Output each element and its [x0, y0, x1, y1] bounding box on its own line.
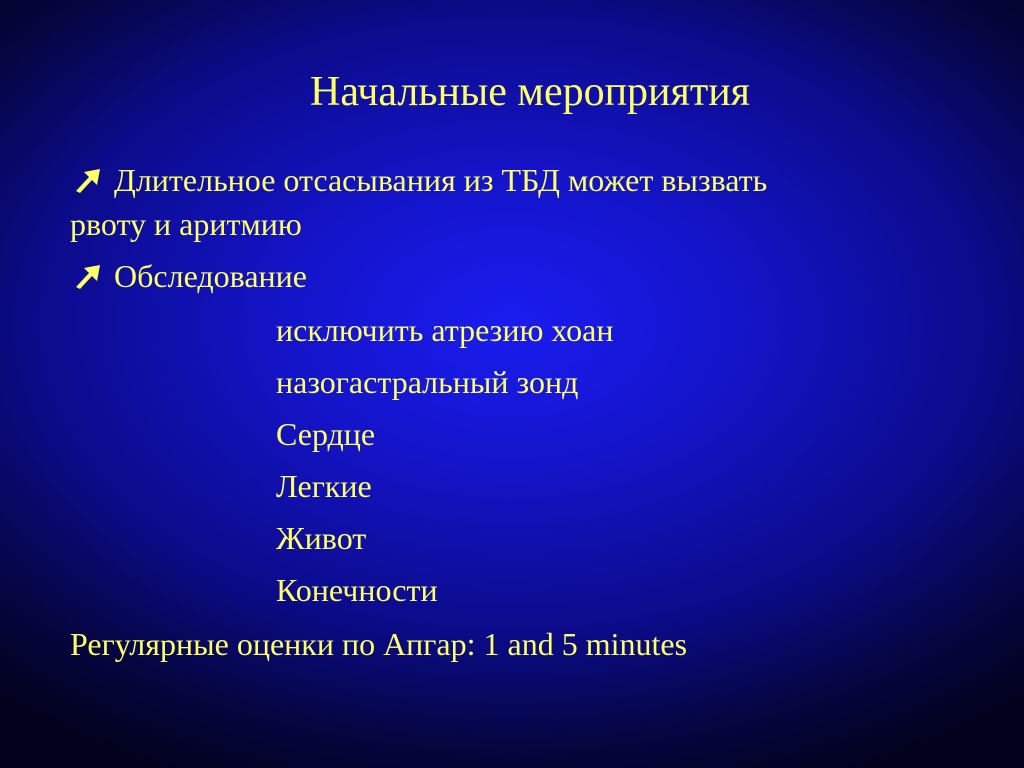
sub-item: Легкие	[276, 468, 372, 504]
arrow-up-right-icon	[72, 167, 102, 193]
bullet-item-suction	[72, 160, 767, 200]
apgar-line: Регулярные оценки по Апгар: 1 and 5 minutes	[70, 626, 688, 662]
bullet-item-exam	[72, 256, 307, 296]
bullet-text: Длительное отсасывания из ТБД может вызвать	[114, 162, 768, 198]
sub-item: назогастральный зонд	[276, 364, 579, 400]
arrow-up-right-icon	[72, 263, 102, 289]
slide-title: Начальные мероприятия	[309, 69, 750, 115]
sub-item: исключить атрезию хоан	[276, 312, 614, 348]
bullet-continuation: рвоту и аритмию	[70, 206, 302, 242]
sub-item: Сердце	[276, 416, 376, 452]
bullet-text: Обследование	[114, 258, 307, 294]
sub-item: Живот	[276, 520, 367, 556]
sub-item: Конечности	[276, 572, 438, 608]
